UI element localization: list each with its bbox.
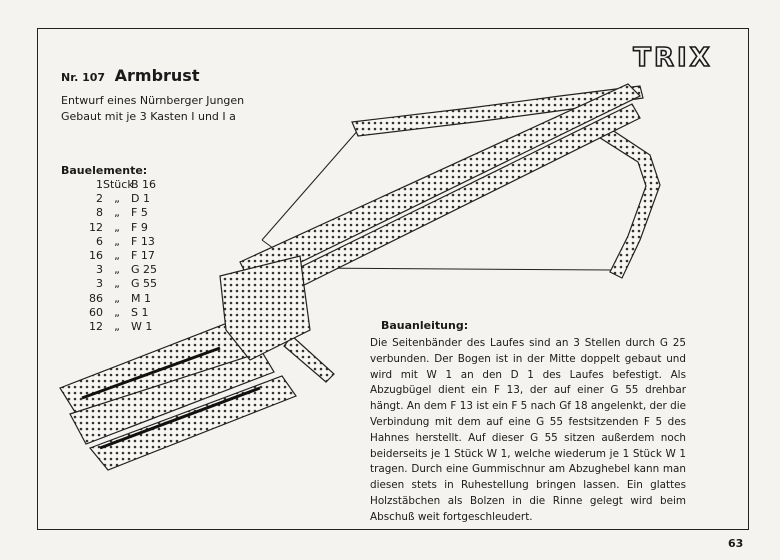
parts-qty: 86 <box>89 291 103 305</box>
parts-code: G 25 <box>131 263 158 277</box>
parts-qty: 2 <box>96 192 103 206</box>
bow-lower-limb <box>594 122 660 278</box>
parts-qty: 1 <box>96 178 103 191</box>
parts-unit: Stück <box>103 178 134 191</box>
instructions-paragraph: Die Seitenbänder des Laufes sind an 3 Stellen durch G 25 verbunden. Der Bogen ist in der Mitte doppelt gebaut und wird mit W 1 an den D 1 des Laufes befestigt. Als Abzugbügel dient ein F 13, der auf einer G 55 drehbar hängt. An dem F 13 ist ein F 5 nach Gf 18 angelenkt, der die Verbindung mit dem auf eine G 55 festsitzenden F 5 des Hahnes herstellt. Auf dieser G 55 sitzen außerdem noch beiderseits je 1 Stück W 1, welche wiederum je 1 Stück W 1 tragen. Durch eine Gummischnur am Abzughebel kann man diesen stets in Ruhestellung bringen lassen. Ein glattes Holzstäbchen als Bolzen in die Rinne gelegt wird beim Abschuß weit fortgeschleudert. <box>370 337 686 523</box>
parts-code: W 1 <box>131 320 153 334</box>
parts-code: F 5 <box>131 206 148 220</box>
crossbow-stock <box>60 256 310 470</box>
parts-heading: Bauelemente: <box>61 164 148 177</box>
model-title: Armbrust <box>114 66 200 85</box>
parts-qty: 8 <box>96 206 103 220</box>
subtitle-built: Gebaut mit je 3 Kasten I und I a <box>61 110 236 123</box>
instructions-heading: Bauanleitung: <box>381 319 469 332</box>
parts-unit: „ <box>114 220 120 234</box>
parts-code: S 1 <box>131 305 149 319</box>
parts-qty: 60 <box>89 305 103 319</box>
subtitle-design: Entwurf eines Nürnberger Jungen <box>61 94 245 107</box>
parts-code: F 9 <box>131 220 148 234</box>
parts-qty: 3 <box>96 277 103 291</box>
parts-code: F 13 <box>131 234 155 248</box>
parts-code: D 1 <box>131 192 150 206</box>
parts-unit: „ <box>114 291 120 305</box>
parts-code: G 55 <box>131 277 158 291</box>
parts-unit: „ <box>114 263 120 277</box>
model-number: Nr. 107 <box>61 71 106 84</box>
parts-qty: 6 <box>96 234 103 248</box>
parts-qty: 12 <box>89 220 103 234</box>
parts-code: F 17 <box>131 249 155 263</box>
parts-qty: 12 <box>89 320 103 334</box>
parts-unit: „ <box>114 206 120 220</box>
parts-unit: „ <box>114 234 120 248</box>
page-number: 63 <box>728 537 744 550</box>
parts-code: M 1 <box>131 291 151 305</box>
parts-unit: „ <box>114 305 120 319</box>
parts-unit: „ <box>114 249 120 263</box>
parts-qty: 16 <box>89 249 103 263</box>
parts-unit: „ <box>114 320 120 334</box>
parts-code: B 16 <box>131 178 157 191</box>
parts-unit: „ <box>114 192 120 206</box>
instructions-text <box>370 336 686 526</box>
svg-text:TRIX: TRIX <box>633 43 713 72</box>
parts-unit: „ <box>114 277 120 291</box>
parts-qty: 3 <box>96 263 103 277</box>
